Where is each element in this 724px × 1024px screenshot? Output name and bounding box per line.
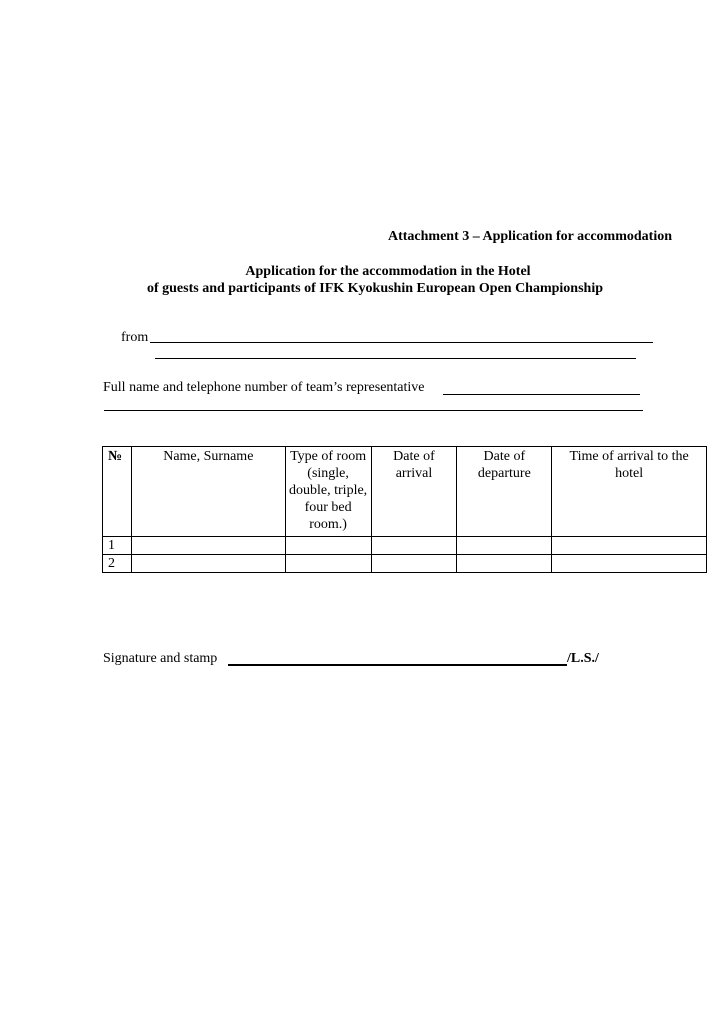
arrival-date-cell[interactable] xyxy=(371,537,457,555)
header-arrival-date: Date of arrival xyxy=(371,447,457,537)
from-field-line-1[interactable] xyxy=(150,342,653,343)
form-title-line-2: of guests and participants of IFK Kyokushin European Open Championship xyxy=(146,281,604,296)
arrival-time-cell[interactable] xyxy=(552,537,707,555)
room-type-cell[interactable] xyxy=(285,537,371,555)
room-type-cell[interactable] xyxy=(285,555,371,573)
table-row xyxy=(103,537,707,555)
name-cell[interactable] xyxy=(131,537,285,555)
row-number: 2 xyxy=(103,555,132,573)
table-row xyxy=(103,555,707,573)
header-name: Name, Surname xyxy=(131,447,285,537)
from-field-line-2[interactable] xyxy=(155,358,636,359)
arrival-time-cell[interactable] xyxy=(552,555,707,573)
representative-label: Full name and telephone number of team’s representative xyxy=(103,380,425,395)
signature-label: Signature and stamp xyxy=(103,651,218,666)
header-arrival-time: Time of arrival to the hotel xyxy=(552,447,707,537)
row-number: 1 xyxy=(103,537,132,555)
header-room-type: Type of room (single, double, triple, four bed room.) xyxy=(285,447,371,537)
form-title-line-1: Application for the accommodation in the Hotel xyxy=(245,264,531,279)
header-departure-date: Date of departure xyxy=(457,447,552,537)
from-label: from xyxy=(121,330,149,345)
name-cell[interactable] xyxy=(131,555,285,573)
table-header-row xyxy=(103,447,707,537)
accommodation-table xyxy=(102,446,707,573)
representative-field-line-1[interactable] xyxy=(443,394,640,395)
arrival-date-cell[interactable] xyxy=(371,555,457,573)
signature-field-line[interactable] xyxy=(228,664,567,666)
header-number: № xyxy=(103,447,132,537)
seal-mark: /L.S./ xyxy=(567,651,599,666)
representative-field-line-2[interactable] xyxy=(104,410,643,411)
departure-date-cell[interactable] xyxy=(457,537,552,555)
departure-date-cell[interactable] xyxy=(457,555,552,573)
attachment-title: Attachment 3 – Application for accommodation xyxy=(388,229,672,244)
